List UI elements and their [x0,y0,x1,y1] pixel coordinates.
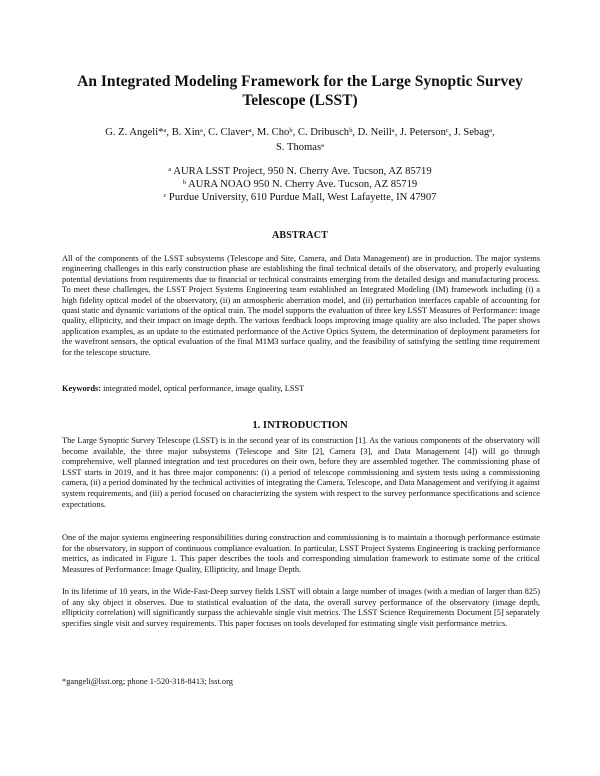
author-line: G. Z. Angeli*ᵃ, B. Xinᵃ, C. Claverᵃ, M. Choᵇ, C. Dribuschᵇ, D. Neillᵃ, J. Petersonᶜ, J. Sebagᵃ, [105,127,495,138]
author-line: S. Thomasᵃ [275,141,325,153]
abstract-text: All of the components of the LSST subsystems (Telescope and Site, Camera, and Data Management) are in production. The major systems engineering challenges in this early construction phase are establishing the final technical details of the observatory, and properly evaluating potential deviations from requirements due to financial or technical constraints emerging from the detailed design and manufacturing process. To meet these challenges, the LSST Project Systems Engineering team established an Integrated Modeling (IM) framework including (i) a high fidelity optical model of the observatory, (ii) an atmospheric aberration model, and (ii) perturbation interfaces capable of accounting for quasi static and dynamic variations of the optical train. The model supports the evaluation of three key LSST Measures of Performance: image quality, ellipticity, and their impact on image depth. The various feedback loops improving image quality are also included. The paper shows application examples, as an update to the estimated performance of the Active Optics System, the determination of deployment parameters for the wavefront sensors, the optical evaluation of the final M1M3 surface quality, and the feasibility of satisfying the settling time requirement for the telescope structure. [62,254,540,357]
affiliation-list [120,165,480,205]
affiliation-item: ᵇ AURA NOAO 950 N. Cherry Ave. Tucson, AZ 85719 [182,179,418,191]
intro-paragraph: The Large Synoptic Survey Telescope (LSST) is in the second year of its construction [1]. As the various components of the observatory will become available, the three major subsystems (Telescope and Site [2], Camera [3], and Data Management [4]) will go through comprehensive, well planned integration and test procedures on their own, before they are assembled together. The commissioning phase of LSST starts in 2019, and it has three major components: (i) a period of telescope commissioning and system tests using a commissioning camera, (ii) a period dominated by the technical activities of integrating the Camera, Telescope, and Data Management and verifying it against system requirements, and (iii) a period focused on characterizing the system with respect to the survey performance specifications and science expectations. [62,436,540,509]
affiliation-item: ᶜ Purdue University, 610 Purdue Mall, West Lafayette, IN 47907 [163,192,437,204]
author-list [64,126,536,155]
paper-title: An Integrated Modeling Framework for the Large Synoptic Survey Telescope (LSST) [77,73,523,109]
keywords [62,384,540,394]
abstract-heading: ABSTRACT [271,230,329,241]
keywords-label: Keywords: [62,384,102,393]
keywords-text: integrated model, optical performance, image quality, LSST [103,384,305,393]
corresponding-author-footnote: *gangeli@lsst.org; phone 1-520-318-8413; lsst.org [62,677,233,686]
intro-paragraph: In its lifetime of 10 years, in the Wide-Fast-Deep survey fields LSST will obtain a large number of images (with a median of larger than 825) of any sky object it observes. Due to statistical evaluation of the data, the overall survey performance of the observatory (image depth, ellipticity correlation) will significantly surpass the achievable single visit metrics. The LSST Science Requirements Document [5] separately specifies single visit and survey requirements. This paper focuses on tools developed for estimating single visit performance metrics. [62,587,540,628]
affiliation-item: ᵃ AURA LSST Project, 950 N. Cherry Ave. Tucson, AZ 85719 [168,166,432,177]
section-heading-introduction: 1. INTRODUCTION [252,420,348,431]
intro-paragraph: One of the major systems engineering responsibilities during construction and commissioning is to maintain a thorough performance estimate for the observatory, in support of continuous compliance evaluation. In particular, LSST Project Systems Engineering is tracking performance metrics, as indicated in Figure 1. This paper describes the tools and corresponding simulation framework to estimate some of the critical Measures of Performance: Image Quality, Ellipticity, and Image Depth. [62,533,540,574]
